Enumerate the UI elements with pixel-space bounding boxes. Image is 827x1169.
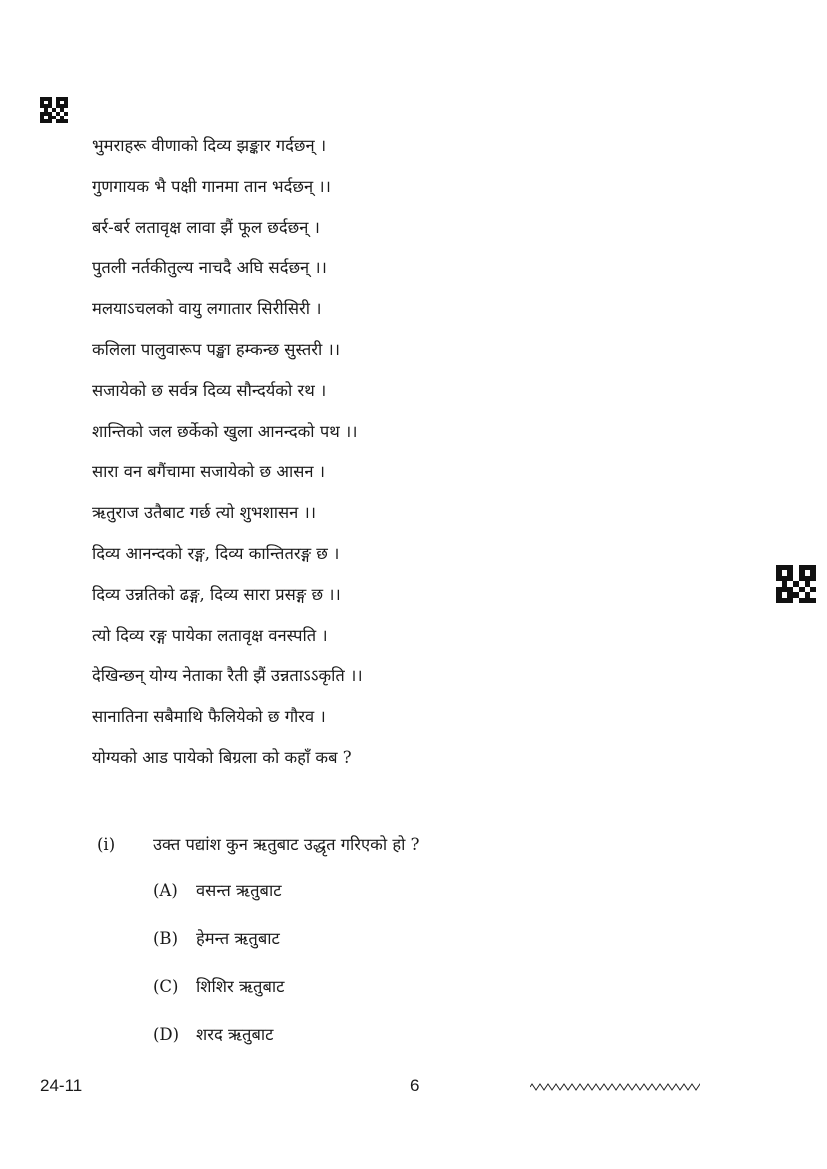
question-text: उक्त पद्यांश कुन ऋतुबाट उद्धृत गरिएको हो ? — [153, 835, 420, 854]
qr-code-icon — [776, 565, 816, 603]
poem-line: बर्र-बर्र लतावृक्ष लावा झैं फूल छर्दछन् । — [92, 217, 320, 237]
poem-line: सजायेको छ सर्वत्र दिव्य सौन्दर्यको रथ । — [92, 380, 327, 400]
poem-line: सारा वन बगैंचामा सजायेको छ आसन । — [92, 462, 326, 482]
poem-line: ऋतुराज उतैबाट गर्छ त्यो शुभशासन ।। — [92, 503, 317, 523]
qr-code-icon — [40, 97, 68, 123]
option-letter: (B) — [153, 929, 178, 948]
option-text: शिशिर ऋतुबाट — [196, 977, 285, 996]
option-a — [153, 878, 553, 926]
squiggle-line-icon — [530, 1082, 700, 1092]
poem-line: पुतली नर्तकीतुल्य नाचदै अघि सर्दछन् ।। — [92, 258, 327, 278]
page-number: 6 — [410, 1076, 420, 1095]
poem-line: दिव्य आनन्दको रङ्ग, दिव्य कान्तितरङ्ग छ । — [92, 543, 340, 563]
poem-line: देखिन्छन् योग्य नेताका रैती झैं उन्नताऽऽकृति ।। — [92, 666, 363, 686]
option-d — [153, 1022, 553, 1070]
poem-line: सानातिना सबैमाथि फैलियेको छ गौरव । — [92, 707, 326, 727]
paper-code: 24-11 — [40, 1076, 83, 1095]
option-c — [153, 974, 553, 1022]
poem-line: कलिला पालुवारूप पङ्खा हम्कन्छ सुस्तरी ।। — [92, 339, 341, 359]
question-block — [97, 832, 697, 860]
option-text: वसन्त ऋतुबाट — [196, 881, 282, 900]
option-text: हेमन्त ऋतुबाट — [196, 929, 280, 948]
option-b — [153, 926, 553, 974]
poem-line: योग्यको आड पायेको बिग्रला को कहाँ कब ? — [92, 747, 352, 767]
option-text: शरद ऋतुबाट — [196, 1025, 274, 1044]
poem-line: मलयाऽचलको वायु लगातार सिरीसिरी । — [92, 299, 322, 319]
poem-passage — [92, 132, 652, 785]
poem-line: शान्तिको जल छर्केको खुला आनन्दको पथ ।। — [92, 421, 358, 441]
option-letter: (A) — [153, 881, 178, 900]
answer-options — [153, 878, 553, 1070]
question-number: (i) — [97, 835, 116, 854]
poem-line: त्यो दिव्य रङ्ग पायेका लतावृक्ष वनस्पति । — [92, 625, 328, 645]
poem-line: भुमराहरू वीणाको दिव्य झङ्कार गर्दछन् । — [92, 136, 327, 155]
poem-line: दिव्य उन्नतिको ढङ्ग, दिव्य सारा प्रसङ्ग छ ।। — [92, 584, 341, 604]
poem-line: गुणगायक भै पक्षी गानमा तान भर्दछन् ।। — [92, 176, 331, 196]
option-letter: (C) — [153, 977, 179, 996]
option-letter: (D) — [153, 1025, 180, 1044]
